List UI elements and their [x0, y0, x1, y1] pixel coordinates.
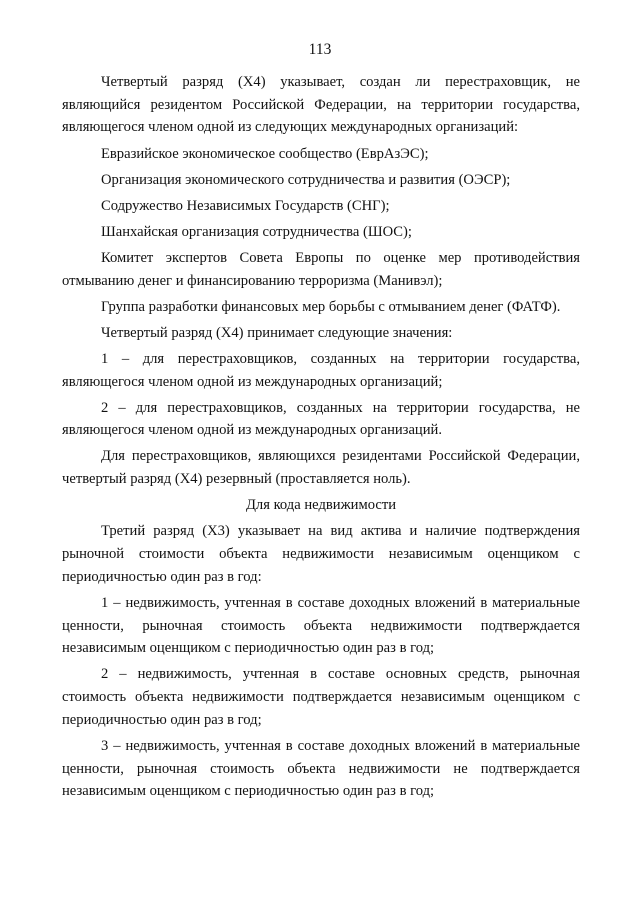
- document-body: [62, 71, 580, 806]
- value-item-realty-1: 1 – недвижимость, учтенная в составе доходных вложений в материальные ценности, рыночная стоимость объекта недвижимости подтверждается независимым оценщиком с периодичностью один раз в год;: [62, 594, 580, 657]
- page-number: 113: [308, 41, 332, 58]
- value-item-realty-3: 3 – недвижимость, учтенная в составе доходных вложений в материальные ценности, рыночная стоимость объекта недвижимости не подтверждается независимым оценщиком с периодичностью один раз в год;: [62, 737, 580, 800]
- list-item-eurasec: Евразийское экономическое сообщество (ЕврАзЭС);: [101, 145, 429, 162]
- section-heading: Для кода недвижимости: [245, 497, 397, 514]
- list-item-cis: Содружество Независимых Государств (СНГ);: [101, 197, 390, 214]
- value-item-realty-2: 2 – недвижимость, учтенная в составе основных средств, рыночная стоимость объекта недвижимости подтверждается независимым оценщиком с периодичностью один раз в год;: [62, 666, 580, 728]
- list-item-fatf: Группа разработки финансовых мер борьбы с отмыванием денег (ФАТФ).: [101, 298, 561, 315]
- value-item-1: 1 – для перестраховщиков, созданных на территории государства, являющегося членом одной из международных организаций;: [62, 350, 580, 390]
- value-item-2: 2 – для перестраховщиков, созданных на территории государства, не являющегося членом одной из международных организаций.: [62, 399, 580, 439]
- list-item-moneyval: Комитет экспертов Совета Европы по оценке мер противодействия отмыванию денег и финансированию терроризма (Манивэл);: [62, 249, 580, 289]
- list-item-oecd: Организация экономического сотрудничества и развития (ОЭСР);: [101, 171, 511, 188]
- paragraph-x4-intro: Четвертый разряд (Х4) указывает, создан ли перестраховщик, не являющийся резидентом Российской Федерации, на территории государства, являющегося членом одной из следующих международных организаций:: [62, 74, 580, 136]
- list-item-sco: Шанхайская организация сотрудничества (ШОС);: [101, 223, 412, 240]
- paragraph-x3-intro: Третий разряд (Х3) указывает на вид актива и наличие подтверждения рыночной стоимости объекта недвижимости независимым оценщиком с периодичностью один раз в год:: [62, 523, 580, 585]
- paragraph-x4-values-intro: Четвертый разряд (Х4) принимает следующие значения:: [101, 324, 453, 341]
- paragraph-residents: Для перестраховщиков, являющихся резидентами Российской Федерации, четвертый разряд (Х4) резервный (проставляется ноль).: [62, 448, 580, 488]
